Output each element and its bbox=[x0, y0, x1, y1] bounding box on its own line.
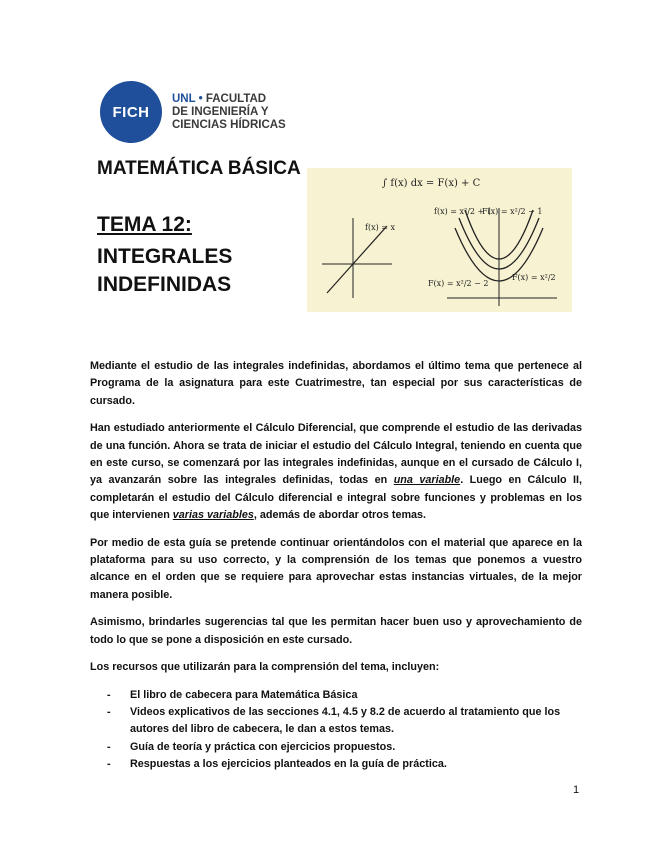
line-fx bbox=[327, 226, 387, 293]
p2-part-c: , además de abordar otros temas. bbox=[253, 509, 427, 522]
logo-unl: UNL bbox=[172, 92, 196, 105]
list-item-text: El libro de cabecera para Matemática Básica bbox=[130, 688, 358, 701]
paragraph-5: Los recursos que utilizarán para la comprensión del tema, incluyen: bbox=[90, 661, 440, 674]
subject-heading: MATEMÁTICA BÁSICA bbox=[97, 158, 301, 179]
list-item-text: Guía de teoría y práctica con ejercicios propuestos. bbox=[130, 740, 396, 753]
list-bullet: - bbox=[107, 758, 111, 771]
label-b: F(x) = x²/2 − 2 bbox=[428, 279, 489, 288]
label-c: F(x) = x²/2 bbox=[512, 273, 556, 282]
resources-list bbox=[90, 687, 582, 774]
tema-heading: TEMA 12: bbox=[97, 213, 192, 236]
body-text bbox=[90, 358, 582, 774]
integral-graph bbox=[307, 168, 572, 312]
list-item bbox=[90, 687, 582, 704]
paragraph-3: Por medio de esta guía se pretende continuar orientándolos con el material que aparece en la plataforma para su uso correcto, y la comprensión de los temas que ponemos a vuestro alcance en el orden que se requiere para aprovechar estas instancias virtuales, de la mejor manera posible. bbox=[90, 536, 582, 601]
label-a2: F(x) = x²/2 − 1 bbox=[482, 207, 543, 216]
paragraph-4: Asimismo, brindarles sugerencias tal que les permitan hacer buen uso y aprovechamiento de todo lo que se pone a disposición en este cursado. bbox=[90, 616, 582, 646]
page-title bbox=[97, 243, 297, 299]
label-a1: f(x) = x²/2 + 1 bbox=[434, 207, 492, 216]
list-item bbox=[90, 704, 582, 739]
title-line-2: INDEFINIDAS bbox=[97, 273, 232, 296]
list-bullet: - bbox=[107, 688, 111, 701]
page-number: 1 bbox=[573, 784, 580, 796]
p2-emphasis-2: varias variables bbox=[172, 509, 254, 522]
p2-part-b: . Luego en Cálculo II, completarán el estudio del Cálculo diferencial e integral sobre funciones y problemas en los que intervienen bbox=[90, 474, 583, 522]
list-item-text: Videos explicativos de las secciones 4.1, 4.5 y 8.2 de acuerdo al tratamiento que los autores del libro de cabecera, le dan a estos temas. bbox=[130, 705, 561, 736]
integral-figure bbox=[307, 168, 572, 312]
list-item bbox=[90, 756, 582, 773]
p2-part-a: Han estudiado anteriormente el Cálculo Diferencial, que comprende el estudio de las derivadas de una función. Ahora se trata de iniciar el estudio del Cálculo Integral, teniendo en cuenta que en este curso, se comenzará por las integrales indefinidas, aunque en el cursado de Cálculo I, ya avanzarán sobre las integrales definidas, todas en bbox=[90, 422, 582, 487]
list-bullet: - bbox=[107, 740, 111, 753]
p2-emphasis-1: una variable bbox=[393, 474, 461, 487]
list-bullet: - bbox=[107, 705, 111, 718]
fich-badge-text: FICH bbox=[112, 103, 150, 121]
label-line: f(x) = x bbox=[365, 223, 396, 232]
fich-badge bbox=[100, 81, 162, 143]
title-line-1: INTEGRALES bbox=[97, 245, 233, 268]
paragraph-1: Mediante el estudio de las integrales indefinidas, abordamos el último tema que pertenece al Programa de la asignatura para este Cuatrimestre, tan especial por sus características de cursado. bbox=[90, 360, 582, 407]
logo-text: UNL • FACULTAD DE INGENIERÍA Y CIENCIAS HÍDRICAS bbox=[172, 92, 286, 131]
logo-line1: FACULTAD bbox=[205, 92, 267, 105]
list-item bbox=[90, 739, 582, 756]
figure-equation: ∫ f(x) dx = F(x) + C bbox=[382, 178, 481, 189]
logo-line3: CIENCIAS HÍDRICAS bbox=[172, 118, 286, 131]
list-item-text: Respuestas a los ejercicios planteados en la guía de práctica. bbox=[130, 758, 447, 771]
logo-line2: DE INGENIERÍA Y bbox=[172, 105, 269, 118]
paragraph-2 bbox=[90, 420, 582, 524]
fich-logo bbox=[100, 80, 286, 144]
